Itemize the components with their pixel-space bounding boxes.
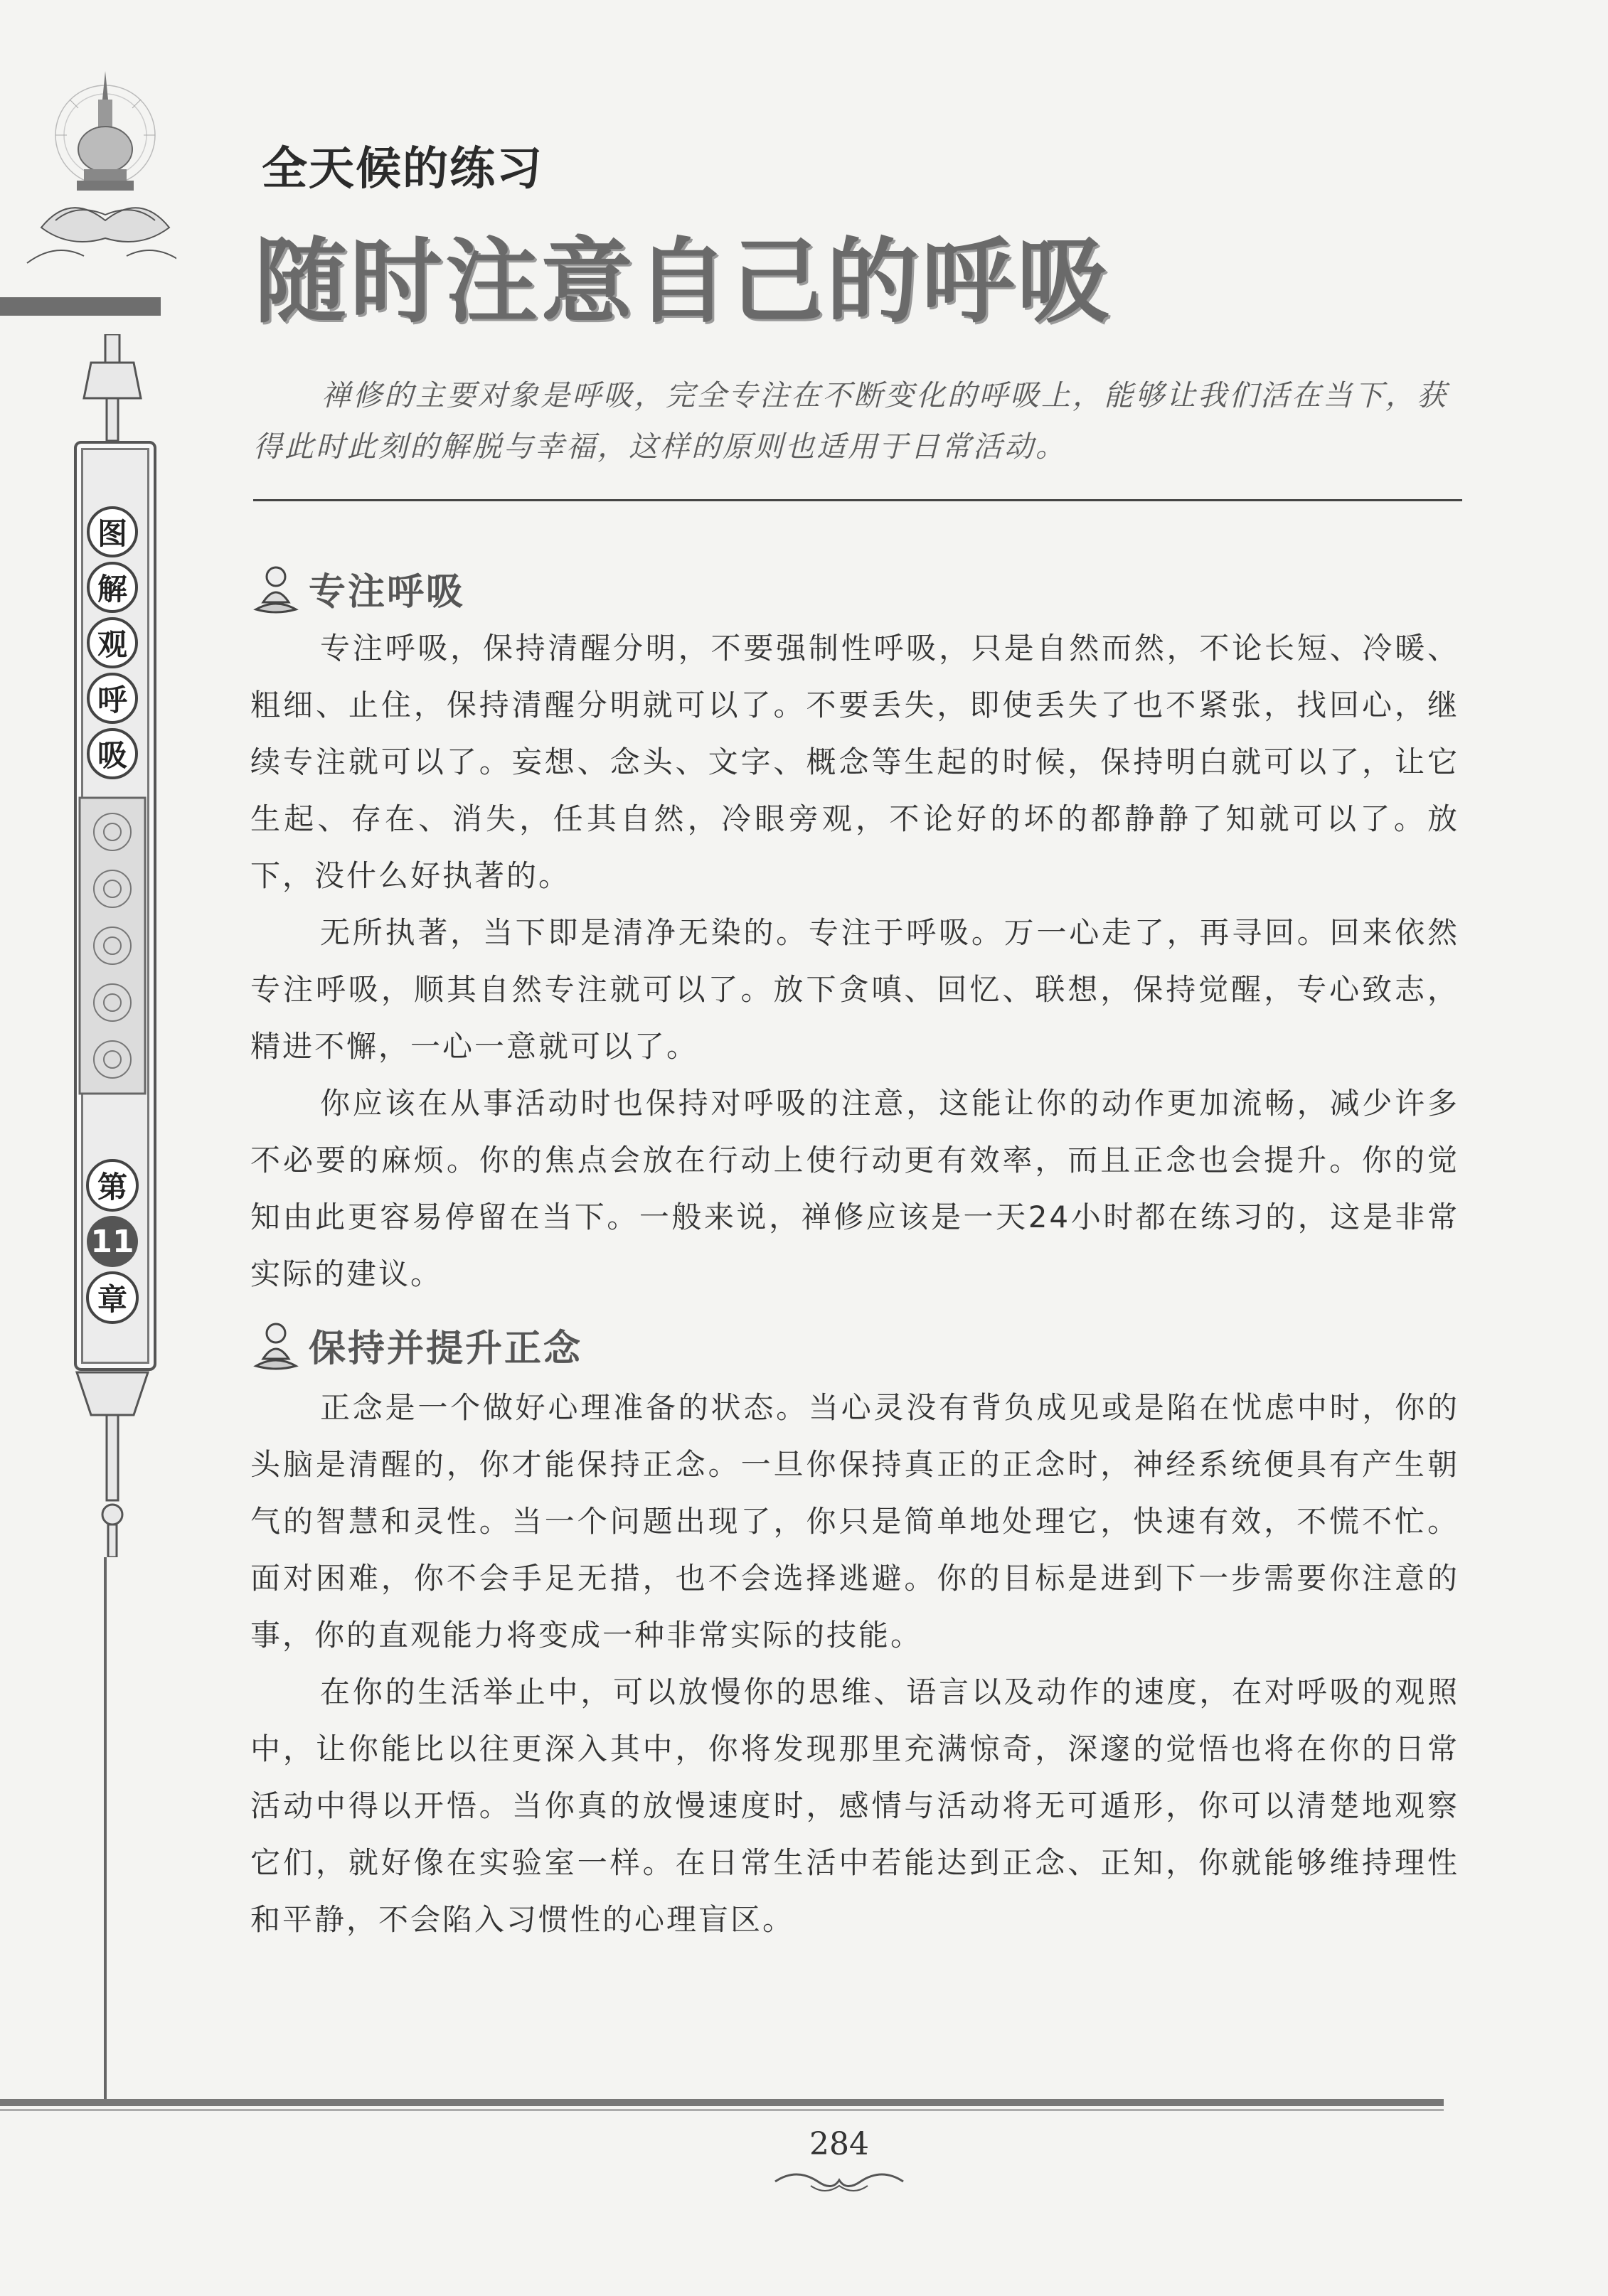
- body-paragraph: 无所执著，当下即是清净无染的。专注于呼吸。万一心走了，再寻回。回来依然专注呼吸，顺其自然专注就可以了。放下贪嗔、回忆、联想，保持觉醒，专心致志，精进不懈，一心一意就可以了。: [250, 915, 1459, 1064]
- section-body-2: [250, 1379, 1459, 1948]
- header-bar: [0, 297, 161, 316]
- book-title-char: 解: [87, 562, 138, 613]
- section-heading-2: [253, 1318, 582, 1372]
- body-paragraph: 专注呼吸，保持清醒分明，不要强制性呼吸，只是自然而然，不论长短、冷暖、粗细、止住，保持清醒分明就可以了。不要丢失，即使丢失了也不紧张，找回心，继续专注就可以了。妄想、念头、文字、概念等生起的时候，保持明白就可以了，让它生起、存在、消失，任其自然，冷眼旁观，不论好的坏的都静静了知就可以了。放下，没什么好执著的。: [250, 631, 1459, 893]
- page-number: 284: [809, 2126, 869, 2162]
- chapter-indicator: [84, 1159, 141, 1324]
- section-body-1: [250, 620, 1459, 1303]
- book-title-char: 观: [87, 617, 138, 668]
- footer-rule: [0, 2099, 1444, 2106]
- chapter-number: 11: [87, 1216, 138, 1267]
- page-subtitle: 全天候的练习: [262, 143, 543, 196]
- book-title-char: 图: [87, 506, 138, 557]
- flourish-ornament-icon: [768, 2167, 910, 2196]
- body-paragraph: 你应该在从事活动时也保持对呼吸的注意，这能让你的动作更加流畅，减少许多不必要的麻烦。你的焦点会放在行动上使行动更有效率，而且正念也会提升。你的觉知由此更容易停留在当下。一般来说，禅修应该是一天24小时都在练习的，这是非常实际的建议。: [250, 1086, 1459, 1291]
- intro-paragraph: 禅修的主要对象是呼吸，完全专注在不断变化的呼吸上，能够让我们活在当下，获得此时此刻的解脱与幸福，这样的原则也适用于日常活动。: [253, 378, 1448, 464]
- page-title: 随时注意自己的呼吸: [255, 228, 1113, 336]
- book-title-char: 呼: [87, 673, 138, 724]
- body-paragraph: 在你的生活举止中，可以放慢你的思维、语言以及动作的速度，在对呼吸的观照中，让你能比以往更深入其中，你将发现那里充满惊奇，深邃的觉悟也将在你的日常活动中得以开悟。当你真的放慢速度时，感情与活动将无可遁形，你可以清楚地观察它们，就好像在实验室一样。在日常生活中若能达到正念、正知，你就能够维持理性和平静，不会陷入习惯性的心理盲区。: [250, 1675, 1459, 1937]
- margin-line: [104, 1557, 107, 2105]
- chapter-prefix: 第: [86, 1159, 139, 1212]
- book-title-vertical: [86, 506, 139, 779]
- section-heading-label: 专注呼吸: [309, 570, 466, 614]
- stupa-emblem-icon: [13, 50, 176, 277]
- chapter-suffix: 章: [86, 1271, 139, 1324]
- meditating-monk-icon: [253, 1319, 299, 1372]
- footer-rule-thin: [0, 2109, 1444, 2111]
- section-heading-label: 保持并提升正念: [309, 1327, 583, 1370]
- lotus-pattern-icon: [78, 796, 147, 1095]
- body-paragraph: 正念是一个做好心理准备的状态。当心灵没有背负成见或是陷在忧虑中时，你的头脑是清醒的，你才能保持正念。一旦你保持真正的正念时，神经系统便具有产生朝气的智慧和灵性。当一个问题出现了，你只是简单地处理它，快速有效，不慌不忙。面对困难，你不会手足无措，也不会选择逃避。你的目标是进到下一步需要你注意的事，你的直观能力将变成一种非常实际的技能。: [250, 1390, 1459, 1652]
- section-heading-1: [253, 562, 465, 615]
- intro-divider: [253, 499, 1462, 501]
- meditating-monk-icon: [253, 562, 299, 615]
- book-title-char: 吸: [87, 728, 138, 779]
